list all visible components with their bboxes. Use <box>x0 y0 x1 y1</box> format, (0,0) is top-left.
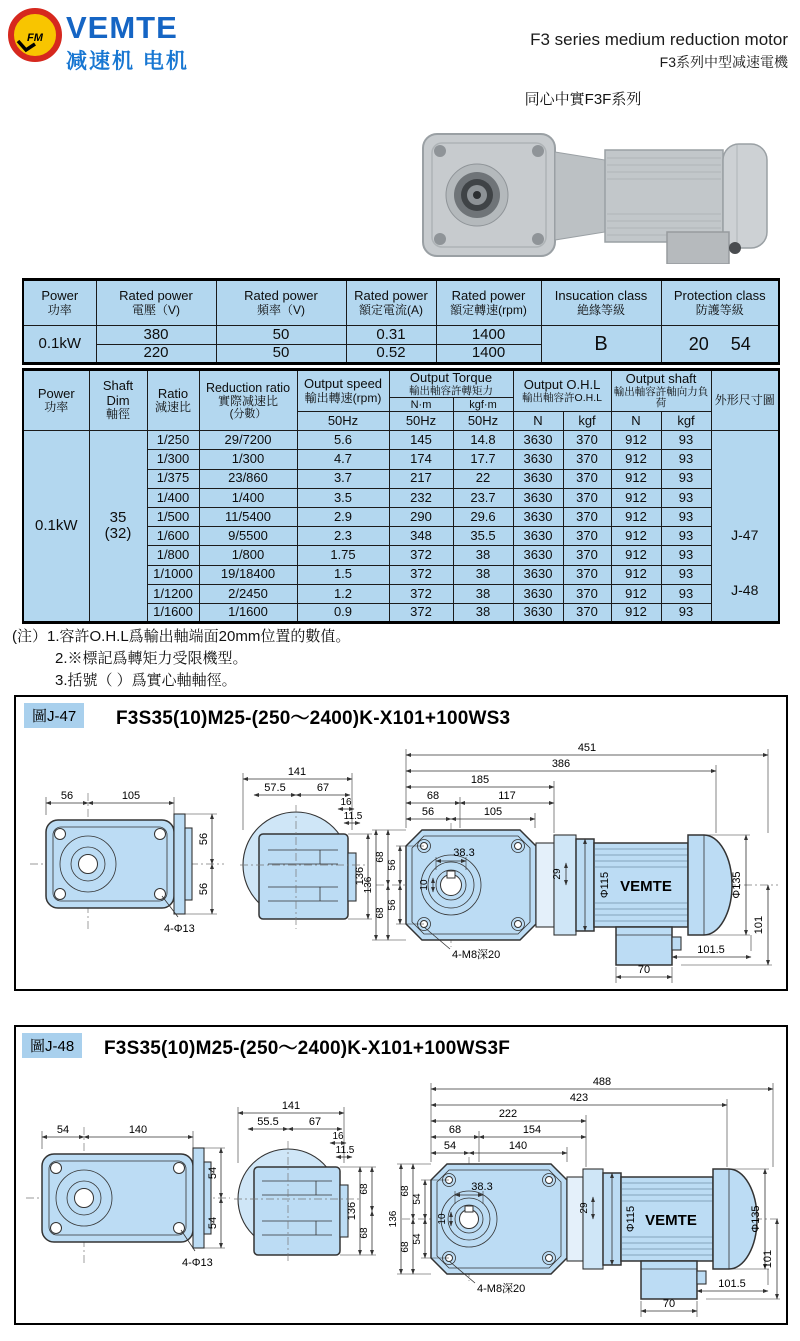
dim-label: 67 <box>308 1116 322 1128</box>
header-insulation: Insucation class 絶緣等級 <box>541 280 661 326</box>
cell: 1/250 <box>147 431 199 450</box>
dim-label: 54 <box>443 1140 457 1152</box>
cell: 1/1000 <box>147 565 199 584</box>
assembly-view <box>363 742 778 983</box>
dim-label: 57.5 <box>264 782 286 794</box>
cell: 93 <box>661 469 711 488</box>
cell: 3630 <box>513 431 563 450</box>
cell: 3.5 <box>297 488 389 507</box>
cell: 370 <box>563 469 611 488</box>
cell: 1/1600 <box>199 603 297 622</box>
unit-cell: kgf <box>661 412 711 431</box>
cell: 23.7 <box>453 488 513 507</box>
cell: 370 <box>563 508 611 527</box>
perf-header-row-1 <box>23 370 779 398</box>
header-power: Power 功率 <box>23 370 89 431</box>
cell: 348 <box>389 527 453 546</box>
cell: 14.8 <box>453 431 513 450</box>
cell: 912 <box>611 603 661 622</box>
dim-label: 56 <box>387 859 398 871</box>
insulation-value: B <box>541 326 661 364</box>
cell: 5.6 <box>297 431 389 450</box>
cell: 3630 <box>513 488 563 507</box>
dim-label: 68 <box>400 1185 411 1197</box>
cell: 3630 <box>513 450 563 469</box>
cell: 0.9 <box>297 603 389 622</box>
cell: 22 <box>453 469 513 488</box>
cell: 93 <box>661 565 711 584</box>
cell: 372 <box>389 603 453 622</box>
freq-cell: 50Hz <box>389 412 453 431</box>
header-output-speed: Output speed 輸出轉速(rpm) <box>297 370 389 412</box>
dim-label: 70 <box>637 964 651 976</box>
cell: 93 <box>661 488 711 507</box>
cell: 912 <box>611 546 661 565</box>
figure-ref-cell <box>711 431 779 623</box>
cell: 290 <box>389 508 453 527</box>
gearmotor-illustration <box>415 124 775 264</box>
dim-label: 222 <box>498 1108 518 1120</box>
cell: 3630 <box>513 508 563 527</box>
cell: 1/300 <box>147 450 199 469</box>
header-protection: Protection class 防護等級 <box>661 280 779 326</box>
dim-label: 56 <box>421 806 435 818</box>
dim-label: 136 <box>388 1210 399 1228</box>
brand-monogram: FM <box>27 32 43 44</box>
figure-tag-j48: 圖J-48 <box>22 1033 82 1058</box>
dim-label: Φ115 <box>599 871 611 899</box>
dim-label: 68 <box>426 790 440 802</box>
cell: 912 <box>611 488 661 507</box>
header-shaft-dim: Shaft Dim 軸徑 <box>89 370 147 431</box>
cell: 372 <box>389 565 453 584</box>
brand-label: VEMTE <box>620 878 672 895</box>
cell: 23/860 <box>199 469 297 488</box>
cell: 1/600 <box>147 527 199 546</box>
dim-label: 386 <box>551 758 571 770</box>
header-output-torque: Output Torque 輸出軸容許轉矩力 <box>389 370 513 398</box>
dim-label: 136 <box>363 876 374 894</box>
cell: 912 <box>611 584 661 603</box>
cell: 29.6 <box>453 508 513 527</box>
cell: 370 <box>563 603 611 622</box>
note-line-2: 2.※標記爲轉矩力受限機型。 <box>55 650 248 667</box>
figure-tag-j47: 圖J-47 <box>24 703 84 728</box>
cell: 93 <box>661 584 711 603</box>
header-dimension-figure: 外形尺寸圖 <box>711 370 779 431</box>
cell: 912 <box>611 450 661 469</box>
dim-label: 68 <box>375 851 386 863</box>
brand-name: VEMTE <box>66 10 178 45</box>
dim-label: Φ135 <box>731 871 743 899</box>
cell: 1/375 <box>147 469 199 488</box>
dim-label: 141 <box>281 1100 301 1112</box>
dim-label: 16 <box>332 1131 344 1142</box>
cell: 912 <box>611 469 661 488</box>
cell: 29/7200 <box>199 431 297 450</box>
cell: 217 <box>389 469 453 488</box>
shaft-dim-value: 35 (32) <box>89 431 147 623</box>
page-titles <box>530 30 788 72</box>
dim-label: 29 <box>552 868 563 880</box>
power-rating-table <box>22 278 780 365</box>
dim-label: 54 <box>412 1193 423 1205</box>
cell: 3630 <box>513 546 563 565</box>
side-view <box>234 1100 376 1261</box>
title-en: F3 series medium reduction motor <box>530 30 788 49</box>
cell: 1400 <box>436 345 541 364</box>
dim-label: 154 <box>522 1124 542 1136</box>
front-view <box>30 790 224 935</box>
cell: 93 <box>661 603 711 622</box>
cell: 19/18400 <box>199 565 297 584</box>
cell: 370 <box>563 584 611 603</box>
dim-label: 4-Φ13 <box>182 1257 213 1269</box>
cell: 1/800 <box>199 546 297 565</box>
dim-label: 29 <box>579 1202 590 1214</box>
header-current: Rated power 額定電流(A) <box>346 280 436 326</box>
dim-label: 4-Φ13 <box>164 923 195 935</box>
unit-cell: N <box>611 412 661 431</box>
cell: 9/5500 <box>199 527 297 546</box>
note-line-3: 3.括號（ ）爲實心軸軸徑。 <box>55 672 237 689</box>
cell: 174 <box>389 450 453 469</box>
cell: 38 <box>453 565 513 584</box>
freq-cell: 50Hz <box>297 412 389 431</box>
header-output-ohl: Output O.H.L 輸出軸容許O.H.L <box>513 370 611 412</box>
product-photo <box>415 124 775 269</box>
cell: 93 <box>661 431 711 450</box>
protection-2: 54 <box>730 333 751 354</box>
dim-label: 11.5 <box>335 1145 355 1156</box>
drawing-j47 <box>16 735 782 985</box>
figure-refs <box>712 431 779 621</box>
assembly-view <box>388 1076 780 1317</box>
figure-ref-j47: J-47 <box>731 526 759 543</box>
header-reduction-ratio: Reduction ratio 實際减速比 (分數） <box>199 370 297 431</box>
dim-label: 140 <box>508 1140 528 1152</box>
header-speed: Rated power 額定轉速(rpm) <box>436 280 541 326</box>
section-j48 <box>14 1025 788 1325</box>
brand-label: VEMTE <box>645 1212 697 1229</box>
rating-header-row <box>23 280 779 326</box>
dim-label: 423 <box>569 1092 589 1104</box>
dim-label: 10 <box>437 1213 448 1225</box>
dim-label: 140 <box>128 1124 148 1136</box>
cell: 3630 <box>513 584 563 603</box>
dim-label: 70 <box>662 1298 676 1310</box>
cell: 93 <box>661 546 711 565</box>
cell: 38 <box>453 546 513 565</box>
dim-label: 488 <box>592 1076 612 1088</box>
dim-label: 56 <box>60 790 74 802</box>
cell: 1/400 <box>199 488 297 507</box>
cell: 3630 <box>513 603 563 622</box>
figure-title-j48: F3S35(10)M25-(250～2400)K-X101+100WS3F <box>104 1038 511 1059</box>
power-value: 0.1kW <box>23 431 89 623</box>
cell: 3630 <box>513 469 563 488</box>
cell: 2.9 <box>297 508 389 527</box>
dim-label: 117 <box>498 790 516 802</box>
cell: 1.75 <box>297 546 389 565</box>
cell: 1/1600 <box>147 603 199 622</box>
dim-label: 101 <box>753 915 765 935</box>
cell: 93 <box>661 527 711 546</box>
dim-label: 4-M8深20 <box>477 1283 526 1295</box>
cell: 38 <box>453 603 513 622</box>
dim-label: 68 <box>375 907 386 919</box>
cell: 145 <box>389 431 453 450</box>
dim-label: 4-M8深20 <box>452 949 501 961</box>
cell: 11/5400 <box>199 508 297 527</box>
unit-cell: N <box>513 412 563 431</box>
cell: 0.31 <box>346 326 436 345</box>
cell: 370 <box>563 450 611 469</box>
header-output-shaft: Output shaft 輸出軸容許軸向力負荷 <box>611 370 711 412</box>
section-j47 <box>14 695 788 991</box>
cell: 93 <box>661 450 711 469</box>
cell: 35.5 <box>453 527 513 546</box>
dim-label: 56 <box>198 882 210 896</box>
dim-label: 68 <box>359 1227 370 1239</box>
cell: 0.52 <box>346 345 436 364</box>
freq-cell: 50Hz <box>453 412 513 431</box>
cell: 1400 <box>436 326 541 345</box>
dim-label: 10 <box>419 879 430 891</box>
dim-label: 38.3 <box>471 1181 493 1193</box>
cell: 2.3 <box>297 527 389 546</box>
front-view <box>26 1124 230 1269</box>
brand-text <box>66 12 189 75</box>
dim-label: 141 <box>287 766 307 778</box>
dim-label: 451 <box>577 742 597 754</box>
cell: 3630 <box>513 527 563 546</box>
dim-label: 56 <box>198 832 210 846</box>
title-zh: F3系列中型减速電機 <box>659 54 788 70</box>
dim-label: 16 <box>340 797 352 808</box>
cell: 4.7 <box>297 450 389 469</box>
header-ratio: Ratio 減速比 <box>147 370 199 431</box>
dim-label: 38.3 <box>453 847 475 859</box>
note-line-1: (注）1.容許O.H.L爲輸出軸端面20mm位置的數值。 <box>12 628 351 645</box>
brand-subtitle: 减速机 电机 <box>66 50 189 73</box>
cell: 370 <box>563 565 611 584</box>
cell: 1/800 <box>147 546 199 565</box>
dim-label: 54 <box>207 1166 219 1180</box>
cell: 912 <box>611 431 661 450</box>
cell: 370 <box>563 527 611 546</box>
header-frequency: Rated power 頻率（V) <box>216 280 346 326</box>
cell: 38 <box>453 584 513 603</box>
dim-label: 68 <box>448 1124 462 1136</box>
cell: 1.5 <box>297 565 389 584</box>
cell: 372 <box>389 546 453 565</box>
cell: 3630 <box>513 565 563 584</box>
cell: 912 <box>611 527 661 546</box>
header-voltage: Rated power 電壓（V) <box>96 280 216 326</box>
performance-table <box>22 368 780 624</box>
cell: 50 <box>216 345 346 364</box>
cell: 1/1200 <box>147 584 199 603</box>
dim-label: 54 <box>207 1216 219 1230</box>
dim-label: 54 <box>412 1233 423 1245</box>
dim-label: Φ135 <box>750 1205 762 1233</box>
dim-label: 68 <box>400 1241 411 1253</box>
cell: 220 <box>96 345 216 364</box>
dim-label: 68 <box>359 1183 370 1195</box>
figure-title-j47: F3S35(10)M25-(250～2400)K-X101+100WS3 <box>116 708 511 729</box>
cell: 1/500 <box>147 508 199 527</box>
dim-label: Φ115 <box>625 1205 637 1233</box>
dim-label: 105 <box>483 806 503 818</box>
cell: 370 <box>563 488 611 507</box>
cell: 370 <box>563 546 611 565</box>
figure-ref-j48: J-48 <box>731 582 759 599</box>
protection-1: 20 <box>688 333 709 354</box>
unit-kgfm: kgf·m <box>453 398 513 412</box>
cell: 17.7 <box>453 450 513 469</box>
dim-label: 56 <box>387 899 398 911</box>
dim-label: 136 <box>354 866 366 886</box>
cell: 372 <box>389 584 453 603</box>
power-value: 0.1kW <box>23 326 96 364</box>
cell: 1.2 <box>297 584 389 603</box>
brand-logo <box>8 8 62 67</box>
cell: 2/2450 <box>199 584 297 603</box>
dim-label: 55.5 <box>257 1116 279 1128</box>
side-view <box>240 766 372 929</box>
brand-mark-icon <box>8 8 62 62</box>
dim-label: 54 <box>56 1124 70 1136</box>
gearbox-housing <box>423 134 555 256</box>
dim-label: 101.5 <box>697 944 725 956</box>
perf-row <box>23 431 779 450</box>
cell: 1/300 <box>199 450 297 469</box>
dim-label: 101.5 <box>718 1278 746 1290</box>
dim-label: 185 <box>470 774 490 786</box>
dim-label: 136 <box>346 1201 358 1221</box>
header-power: Power 功率 <box>23 280 96 326</box>
unit-cell: kgf <box>563 412 611 431</box>
unit-nm: N·m <box>389 398 453 412</box>
cell: 370 <box>563 431 611 450</box>
dim-label: 101 <box>762 1249 774 1269</box>
series-subtitle: 同心中實F3F系列 <box>524 91 642 108</box>
dim-label: 67 <box>316 782 330 794</box>
cell: 1/400 <box>147 488 199 507</box>
notes <box>12 626 350 692</box>
dim-label: 105 <box>121 790 141 802</box>
cell: 3.7 <box>297 469 389 488</box>
rating-row <box>23 326 779 345</box>
drawing-j48 <box>16 1069 782 1319</box>
protection-value <box>661 326 779 364</box>
dim-label: 11.5 <box>343 811 363 822</box>
cell: 232 <box>389 488 453 507</box>
cell: 380 <box>96 326 216 345</box>
cell: 912 <box>611 508 661 527</box>
motor-adapter <box>555 152 605 240</box>
cell: 50 <box>216 326 346 345</box>
cell: 93 <box>661 508 711 527</box>
cell: 912 <box>611 565 661 584</box>
